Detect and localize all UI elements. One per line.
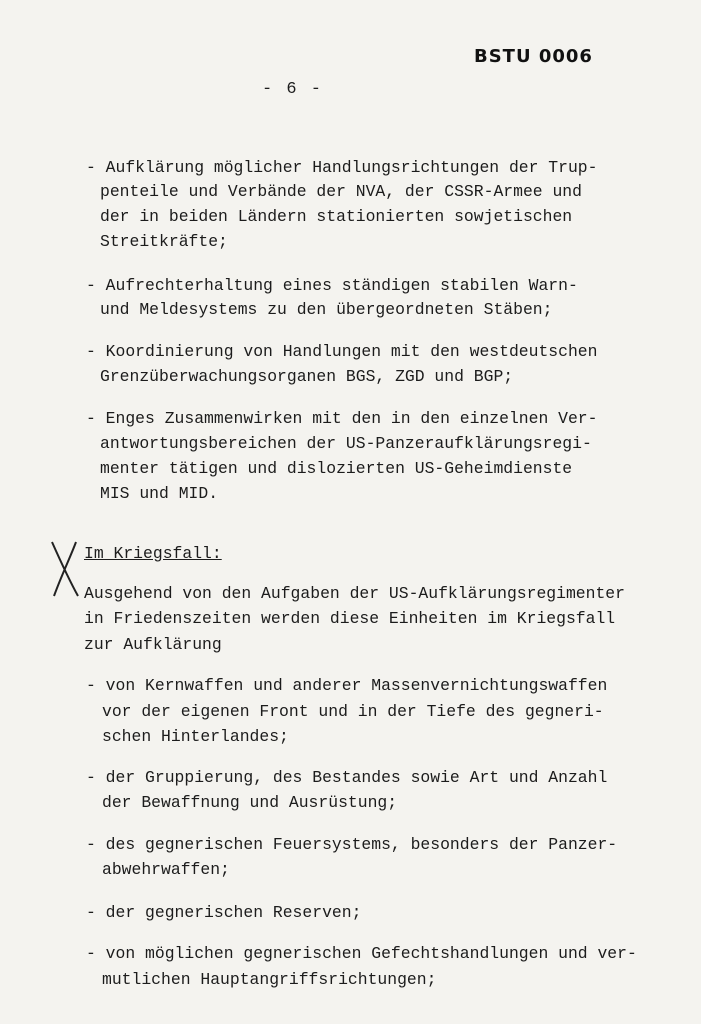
archive-stamp: BSTU 0006 (474, 46, 593, 67)
list2-item2-line1: - der Gruppierung, des Bestandes sowie Art und Anzahl (86, 768, 608, 787)
list1-item1-line2: penteile und Verbände der NVA, der CSSR-Armee und (100, 182, 582, 201)
list2-item3-line2: abwehrwaffen; (102, 860, 230, 879)
list1-item3-line1: - Koordinierung von Handlungen mit den westdeutschen (86, 342, 598, 361)
list2-item4-line1: - der gegnerischen Reserven; (86, 903, 362, 922)
list1-item1-line4: Streitkräfte; (100, 232, 228, 251)
list1-item4-line2: antwortungsbereichen der US-Panzeraufklärungsregi- (100, 434, 592, 453)
list2-item5-line1: - von möglichen gegnerischen Gefechtshandlungen und ver- (86, 944, 637, 963)
list1-item4-line4: MIS und MID. (100, 484, 219, 503)
list1-item1-line3: der in beiden Ländern stationierten sowjetischen (100, 207, 573, 226)
list1-item1-line1: - Aufklärung möglicher Handlungsrichtungen der Trup- (86, 158, 598, 177)
list1-item2-line2: und Meldesystems zu den übergeordneten Stäben; (100, 300, 553, 319)
list2-item2-line2: der Bewaffnung und Ausrüstung; (102, 793, 398, 812)
intro-line1: Ausgehend von den Aufgaben der US-Aufklärungsregimenter (84, 584, 625, 603)
list1-item4-line1: - Enges Zusammenwirken mit den in den einzelnen Ver- (86, 409, 598, 428)
intro-line2: in Friedenszeiten werden diese Einheiten im Kriegsfall (84, 609, 616, 628)
list2-item1-line3: schen Hinterlandes; (102, 727, 289, 746)
page-number: - 6 - (262, 80, 324, 99)
section-heading: Im Kriegsfall: (84, 544, 222, 563)
list2-item1-line1: - von Kernwaffen und anderer Massenvernichtungswaffen (86, 676, 608, 695)
list2-item3-line1: - des gegnerischen Feuersystems, besonders der Panzer- (86, 835, 618, 854)
list1-item2-line1: - Aufrechterhaltung eines ständigen stabilen Warn- (86, 276, 578, 295)
intro-line3: zur Aufklärung (84, 635, 222, 654)
handwritten-x-mark-icon (48, 540, 82, 598)
list1-item3-line2: Grenzüberwachungsorganen BGS, ZGD und BGP; (100, 367, 514, 386)
list1-item4-line3: menter tätigen und dislozierten US-Geheimdienste (100, 459, 573, 478)
list2-item1-line2: vor der eigenen Front und in der Tiefe des gegneri- (102, 702, 604, 721)
list2-item5-line2: mutlichen Hauptangriffsrichtungen; (102, 970, 437, 989)
